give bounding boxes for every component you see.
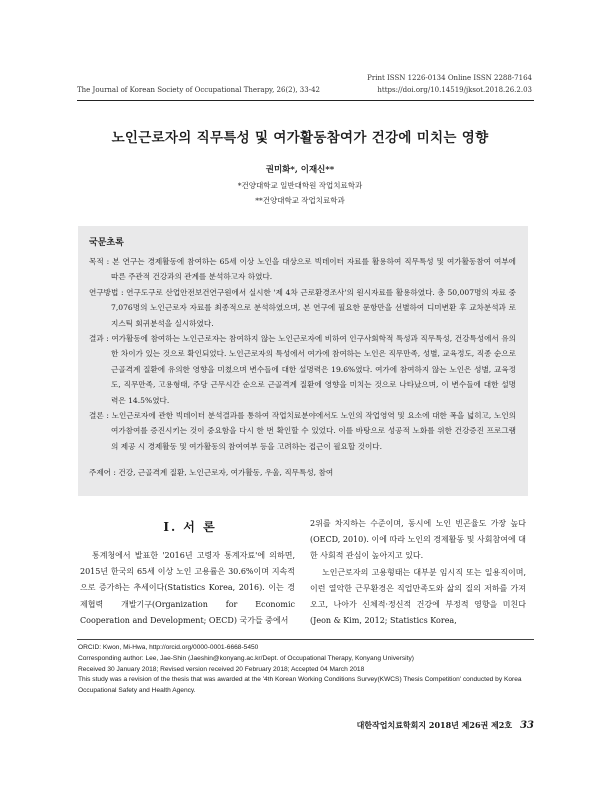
- abstract-keywords: 주제어 : 건강, 근골격계 질환, 노인근로자, 여가활동, 우울, 직무특성, 참여: [89, 468, 334, 478]
- page-footer: [357, 720, 534, 731]
- body-paragraph: 통계청에서 발표한 '2016년 고령자 통계자료'에 의하면, 2015년 한국의 65세 이상 노인 고용률은 30.6%이며 지속적으로 증가하는 추세이다(Statistics Korea, 2016). 이는 경제협력 개발기구(Organization for Economic Cooperation and Development; OECD) 국가들 중에서: [80, 551, 295, 625]
- footnote-corresponding: Corresponding author: Lee, Jae-Shin (Jaeshin@konyang.ac.kr/Dept. of Occupational Therapy, Konyang University): [78, 654, 414, 662]
- footnote-thesis: This study was a revision of the thesis that was awarded at the '4th Korean Working Conditions Survey(KWCS) Thesis Competition' conducted by Korea Occupational Safety and Health Agency.: [78, 676, 522, 695]
- footnote-received: Received 30 January 2018; Revised version received 20 February 2018; Accepted 04 March 2018: [78, 665, 365, 673]
- body-column-left: [80, 548, 295, 629]
- abstract-box: [78, 226, 528, 496]
- affiliation-1: *건양대학교 일반대학원 작업치료학과: [237, 181, 363, 190]
- abstract-purpose: 목적 : 본 연구는 경제활동에 참여하는 65세 이상 노인을 대상으로 빅데이터 자료를 활용하여 직무특성 및 여가활동참여 여부에 따른 주관적 건강과의 관계를 분석하고자 하였다.: [89, 257, 516, 282]
- affiliation-2: **건양대학교 작업치료학과: [255, 196, 345, 205]
- header-divider: [77, 100, 534, 101]
- section-title: Ⅰ. 서 론: [163, 520, 217, 534]
- page-number: 33: [520, 720, 534, 731]
- footer-journal-issue: 대한작업치료학회지 2018년 제26권 제2호: [356, 720, 513, 730]
- footnote-orcid: ORCID: Kwon, Mi-Hwa, http://orcid.org/0000-0001-6668-5450: [78, 644, 259, 651]
- issn: Print ISSN 1226-0134 Online ISSN 2288-7164: [367, 74, 532, 82]
- body-paragraph: 노인근로자의 고용형태는 대부분 임시직 또는 일용직이며, 이런 열악한 근무환경은 직업만족도와 삶의 질의 저하를 가져오고, 나아가 신체적·정신적 건강에 부정적 영향을 미친다(Jeon & Kim, 2012; Statistics Korea,: [310, 567, 526, 626]
- body-column-right: [310, 516, 526, 629]
- abstract-conclusion: 결론 : 노인근로자에 관한 빅데이터 분석결과를 통하여 작업치료분야에서도 노인의 작업영역 및 요소에 대한 폭을 넓히고, 노인의 여가참여를 증진시키는 것이 중요함을 다시 한 번 확인할 수 있었다. 이를 바탕으로 성공적 노화를 위한 건강증진 프로그램의 제공 시 경제활동 및 여가활동의 참여여부 등을 고려하는 접근이 필요할 것이다.: [89, 411, 516, 451]
- footnotes: [78, 643, 538, 697]
- footnote-divider: [77, 639, 534, 640]
- abstract-method: 연구방법 : 연구도구로 산업안전보건연구원에서 실시한 '제 4차 근로환경조사'의 원시자료를 활용하였다. 총 50,007명의 자료 중 7,076명의 노인근로자 자료를 최종적으로 분석하였으며, 본 연구에 필요한 문항만을 선별하여 디미변환 후 교차분석과 로지스틱 회귀분석을 실시하였다.: [89, 287, 516, 328]
- abstract-results: 결과 : 여가활동에 참여하는 노인근로자는 참여하지 않는 노인근로자에 비하여 인구사회학적 특성과 직무특성, 건강특성에서 유의한 차이가 있는 것으로 확인되었다. 노인근로자의 특성에서 여가에 참여하는 노인은 직무만족, 성별, 교육정도, 직종 순으로 근골격계 질환에 유의한 영향을 미쳤으며 변수들에 대한 설명력은 19.6%였다. 여가에 참여하지 않는 노인은 성별, 교육정도, 직무만족, 고용형태, 주당 근무시간 순으로 근골격계 질환에 영향을 미치는 것으로 나타났으며, 이 변수들에 대한 설명력은 14.5%였다.: [89, 334, 516, 405]
- authors: 권미화*, 이재신**: [265, 165, 335, 175]
- abstract-heading: 국문초록: [89, 238, 124, 248]
- body-paragraph: 2위를 차지하는 수준이며, 동시에 노인 빈곤율도 가장 높다(OECD, 2010). 이에 따라 노인의 경제활동 및 사회참여에 대한 사회적 관심이 높아지고 있다.: [310, 519, 526, 561]
- paper-title: 노인근로자의 직무특성 및 여가활동참여가 건강에 미치는 영향: [111, 130, 489, 146]
- issn-doi-block: [367, 72, 532, 96]
- journal-citation: The Journal of Korean Society of Occupational Therapy, 26(2), 33-42: [77, 86, 320, 94]
- doi-link[interactable]: https://doi.org/10.14519/jksot.2018.26.2.03: [377, 86, 532, 94]
